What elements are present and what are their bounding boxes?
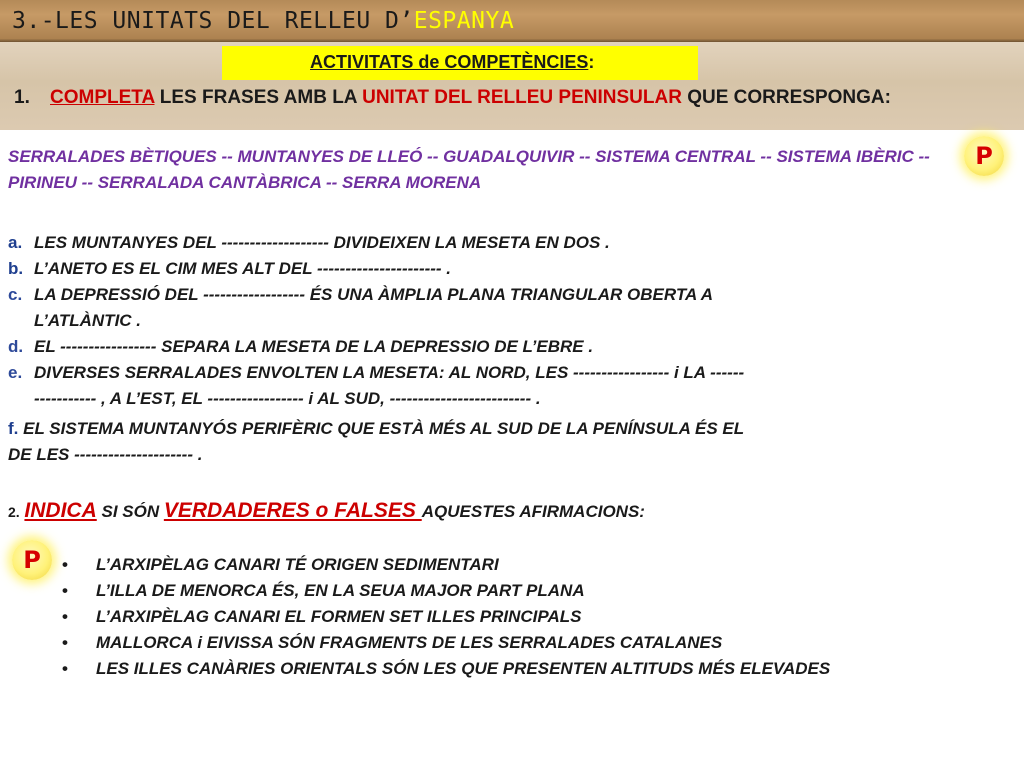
list-item bbox=[62, 578, 982, 604]
statement-a bbox=[8, 230, 1020, 256]
p-badge-top-right: P bbox=[964, 136, 1004, 176]
title-prefix: 3.-LES UNITATS DEL RELLEU D’ bbox=[12, 8, 414, 34]
statement-c-label: c. bbox=[8, 285, 23, 304]
question-2-text-b: AQUESTES AFIRMACIONS: bbox=[421, 502, 645, 521]
statement-d-label: d. bbox=[8, 337, 24, 356]
bullet-icon: • bbox=[62, 607, 68, 626]
statement-b bbox=[8, 256, 1020, 282]
statement-e-label: e. bbox=[8, 363, 23, 382]
question-2-verb: INDICA bbox=[24, 499, 97, 522]
statement-a-label: a. bbox=[8, 233, 23, 252]
list-item-text: L’ARXIPÈLAG CANARI TÉ ORIGEN SEDIMENTARI bbox=[96, 555, 499, 574]
bullet-icon: • bbox=[62, 633, 68, 652]
question-2-number: 2. bbox=[8, 504, 20, 520]
question-1-number: 1. bbox=[14, 87, 30, 108]
question-1-text-a: LES FRASES AMB LA bbox=[154, 87, 363, 108]
list-item-text: L’ILLA DE MENORCA ÉS, EN LA SEUA MAJOR PART PLANA bbox=[96, 581, 585, 600]
bullet-icon: • bbox=[62, 581, 68, 600]
question-1-highlight: UNITAT DEL RELLEU PENINSULAR bbox=[362, 87, 682, 108]
statement-b-text: L’ANETO ES EL CIM MES ALT DEL ---------------------- . bbox=[34, 259, 452, 278]
statement-f-label: f. bbox=[8, 419, 19, 438]
true-false-list bbox=[62, 552, 982, 682]
statement-c bbox=[8, 282, 1020, 334]
banner-suffix: : bbox=[588, 52, 595, 72]
activities-banner-label bbox=[310, 52, 594, 73]
statement-e bbox=[8, 360, 1020, 412]
word-bank: SERRALADES BÈTIQUES -- MUNTANYES DE LLEÓ -- GUADALQUIVIR -- SISTEMA CENTRAL -- SISTEMA IBÈRIC -- PIRINEU -- SERRALADA CANTÀBRICA -- SERRA MORENA bbox=[8, 147, 930, 192]
list-item bbox=[62, 656, 982, 682]
statement-d bbox=[8, 334, 1020, 360]
statement-f-line1: EL SISTEMA MUNTANYÓS PERIFÈRIC QUE ESTÀ MÉS AL SUD DE LA PENÍNSULA ÉS EL bbox=[18, 419, 745, 438]
question-1 bbox=[14, 84, 1014, 112]
slide-title bbox=[12, 6, 514, 36]
question-1-text-b: QUE CORRESPONGA: bbox=[681, 87, 891, 108]
statement-c-line2: L’ATLÀNTIC . bbox=[34, 311, 142, 330]
title-accent: ESPANYA bbox=[413, 8, 515, 34]
list-item bbox=[62, 604, 982, 630]
question-2-highlight: VERDADERES o FALSES bbox=[163, 499, 422, 522]
statement-f-line2: DE LES --------------------- . bbox=[8, 445, 203, 464]
p-badge-left: P bbox=[12, 540, 52, 580]
statement-e-line2: ----------- , A L’EST, EL ----------------- i AL SUD, ------------------------- . bbox=[34, 389, 541, 408]
statement-c-line1: LA DEPRESSIÓ DEL ------------------ ÉS UNA ÀMPLIA PLANA TRIANGULAR OBERTA A bbox=[34, 285, 713, 304]
question-2 bbox=[8, 496, 645, 527]
list-item-text: MALLORCA i EIVISSA SÓN FRAGMENTS DE LES SERRALADES CATALANES bbox=[96, 633, 723, 652]
list-item bbox=[62, 630, 982, 656]
banner-label: ACTIVITATS de COMPETÈNCIES bbox=[310, 52, 589, 72]
title-bar bbox=[0, 0, 1024, 42]
question-1-verb: COMPLETA bbox=[50, 87, 155, 108]
bullet-icon: • bbox=[62, 555, 68, 574]
statement-e-line1: DIVERSES SERRALADES ENVOLTEN LA MESETA: AL NORD, LES ----------------- i LA ------ bbox=[34, 363, 745, 382]
list-item-text: LES ILLES CANÀRIES ORIENTALS SÓN LES QUE PRESENTEN ALTITUDS MÉS ELEVADES bbox=[96, 659, 831, 678]
statement-a-text: LES MUNTANYES DEL ------------------- DIVIDEIXEN LA MESETA EN DOS . bbox=[34, 233, 610, 252]
list-item-text: L’ARXIPÈLAG CANARI EL FORMEN SET ILLES PRINCIPALS bbox=[96, 607, 582, 626]
statement-f bbox=[8, 416, 1020, 468]
question-2-text-a: SI SÓN bbox=[96, 502, 164, 521]
bullet-icon: • bbox=[62, 659, 68, 678]
statement-b-label: b. bbox=[8, 259, 24, 278]
list-item bbox=[62, 552, 982, 578]
statement-d-text: EL ----------------- SEPARA LA MESETA DE LA DEPRESSIO DE L’EBRE . bbox=[34, 337, 594, 356]
